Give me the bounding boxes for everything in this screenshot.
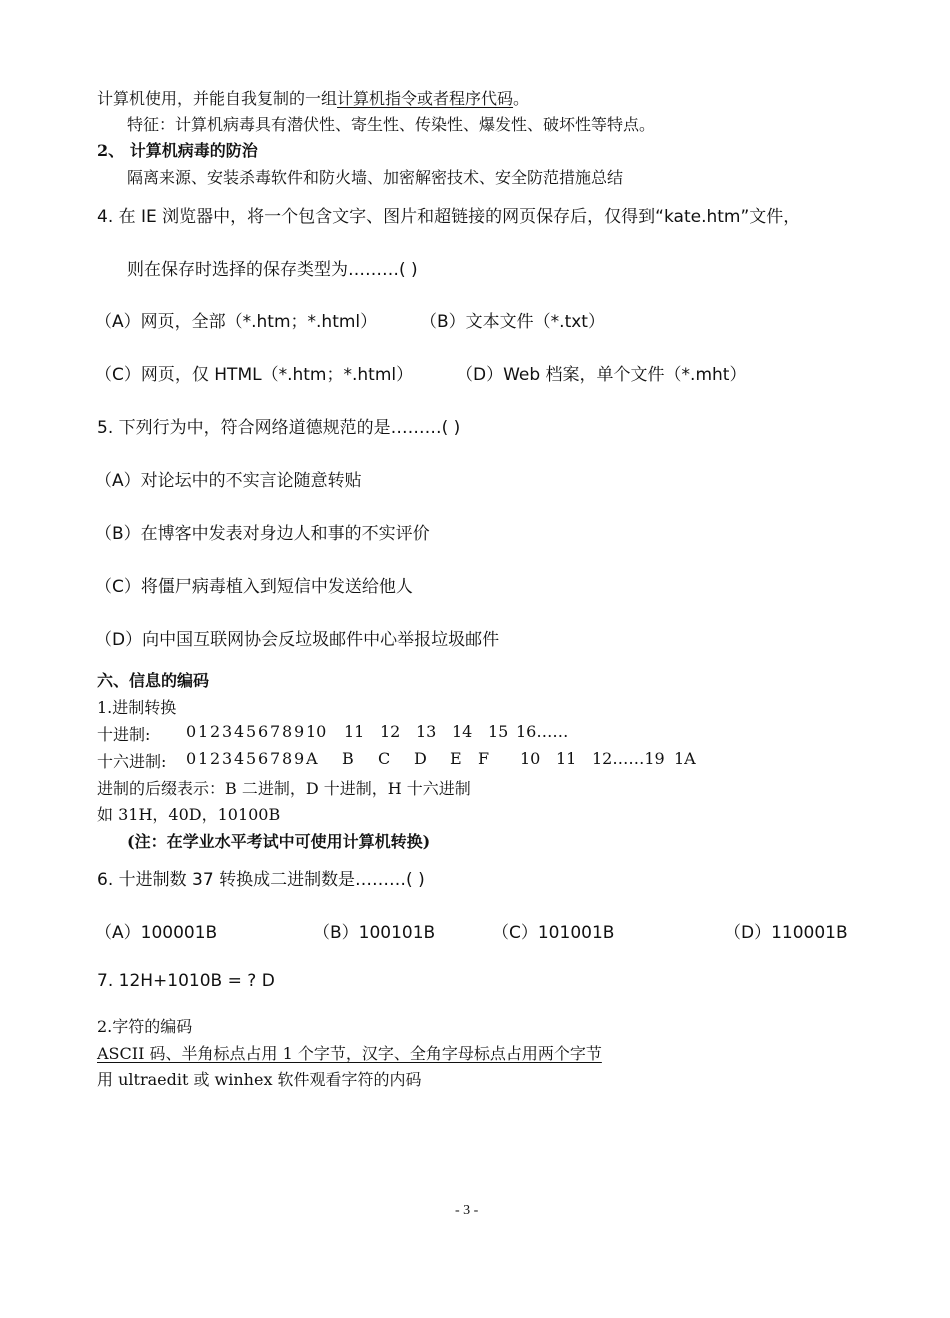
hex-digit: 7 xyxy=(270,749,281,768)
q4-option-d: （D）Web 档案，单个文件（*.mht） xyxy=(456,365,747,385)
hex-digit: 11 xyxy=(556,749,577,768)
q4-option-c: （C）网页，仅 HTML（*.htm；*.html） xyxy=(95,365,414,385)
decimal-digit: 10 xyxy=(306,722,327,741)
hex-digit: 2 xyxy=(210,749,221,768)
suffix-description: 进制的后缀表示：B 二进制，D 十进制，H 十六进制 xyxy=(97,779,471,798)
q4-option-b: （B）文本文件（*.txt） xyxy=(420,312,605,332)
decimal-digit: 12 xyxy=(380,722,401,741)
virus-definition-suffix: 。 xyxy=(513,89,530,108)
exam-note: (注：在学业水平考试中可使用计算机转换) xyxy=(127,832,431,851)
decimal-sequence xyxy=(186,722,568,741)
hex-digit: A xyxy=(306,749,318,768)
hex-digit: 5 xyxy=(246,749,257,768)
decimal-digit: 11 xyxy=(344,722,365,741)
decimal-digit: 6 xyxy=(258,722,269,741)
decimal-digit: 0 xyxy=(186,722,197,741)
virus-features: 特征：计算机病毒具有潜伏性、寄生性、传染性、爆发性、破坏性等特点。 xyxy=(127,115,656,134)
encoding-section-title: 六、信息的编码 xyxy=(97,671,210,690)
decimal-digit: 2 xyxy=(210,722,221,741)
ascii-note: ASCII 码、半角标点占用 1 个字节，汉字、全角字母标点占用两个字节 xyxy=(97,1044,602,1063)
hex-digit: 1A xyxy=(674,749,696,768)
q5-option-d: （D）向中国互联网协会反垃圾邮件中心举报垃圾邮件 xyxy=(95,630,500,650)
hex-digit: 0 xyxy=(186,749,197,768)
q5-option-c: （C）将僵尸病毒植入到短信中发送给他人 xyxy=(95,577,413,597)
q6-option-a: （A）100001B xyxy=(95,923,218,943)
virus-prevention-heading: 2、 计算机病毒的防治 xyxy=(97,141,258,160)
decimal-digit: 16…… xyxy=(516,722,569,741)
page-number: - 3 - xyxy=(455,1203,479,1218)
hex-digit: 8 xyxy=(282,749,293,768)
hex-digit: 10 xyxy=(520,749,541,768)
hex-digit: 9 xyxy=(294,749,305,768)
hex-digit: B xyxy=(342,749,354,768)
decimal-digit: 7 xyxy=(270,722,281,741)
q7-line1: 7. 12H+1010B = ? D xyxy=(97,971,275,991)
decimal-digit: 3 xyxy=(222,722,233,741)
hex-digit: 3 xyxy=(222,749,233,768)
virus-definition-underlined: 计算机指令或者程序代码 xyxy=(337,89,514,108)
q5-option-b: （B）在博客中发表对身边人和事的不实评价 xyxy=(95,524,430,544)
decimal-label: 十进制: xyxy=(97,725,151,744)
hex-digit: 1 xyxy=(198,749,209,768)
decimal-digit: 9 xyxy=(294,722,305,741)
decimal-digit: 4 xyxy=(234,722,245,741)
decimal-digit: 5 xyxy=(246,722,257,741)
hex-digit: 12……19 xyxy=(592,749,665,768)
q6-option-d: （D）110001B xyxy=(724,923,848,943)
encoding-sub1: 1.进制转换 xyxy=(97,698,177,717)
virus-definition-prefix: 计算机使用，并能自我复制的一组 xyxy=(97,89,338,108)
hex-digit: D xyxy=(414,749,427,768)
decimal-digit: 13 xyxy=(416,722,437,741)
virus-prevention-text: 隔离来源、安装杀毒软件和防火墙、加密解密技术、安全防范措施总结 xyxy=(127,168,624,187)
q6-option-c: （C）101001B xyxy=(492,923,615,943)
decimal-digit: 15 xyxy=(488,722,509,741)
decimal-digit: 14 xyxy=(452,722,473,741)
hex-digit: C xyxy=(378,749,391,768)
hex-sequence xyxy=(186,749,696,768)
hex-digit: F xyxy=(478,749,490,768)
decimal-digit: 1 xyxy=(198,722,209,741)
decimal-digit: 8 xyxy=(282,722,293,741)
q4-line2: 则在保存时选择的保存类型为………( ) xyxy=(127,260,418,280)
virus-definition xyxy=(97,86,529,109)
q5-option-a: （A）对论坛中的不实言论随意转贴 xyxy=(95,471,362,491)
hex-digit: 6 xyxy=(258,749,269,768)
q4-option-a: （A）网页，全部（*.htm；*.html） xyxy=(95,312,378,332)
hex-label: 十六进制: xyxy=(97,752,167,771)
tools-note: 用 ultraedit 或 winhex 软件观看字符的内码 xyxy=(97,1070,422,1089)
q6-line1: 6. 十进制数 37 转换成二进制数是………( ) xyxy=(97,870,425,890)
hex-digit: 4 xyxy=(234,749,245,768)
char-encoding-sub2: 2.字符的编码 xyxy=(97,1017,193,1036)
hex-digit: E xyxy=(450,749,462,768)
q4-line1: 4. 在 IE 浏览器中，将一个包含文字、图片和超链接的网页保存后，仅得到“kate.htm”文件， xyxy=(97,207,801,227)
suffix-examples: 如 31H，40D，10100B xyxy=(97,805,281,824)
q5-line1: 5. 下列行为中，符合网络道德规范的是………( ) xyxy=(97,418,461,438)
q6-option-b: （B）100101B xyxy=(313,923,436,943)
